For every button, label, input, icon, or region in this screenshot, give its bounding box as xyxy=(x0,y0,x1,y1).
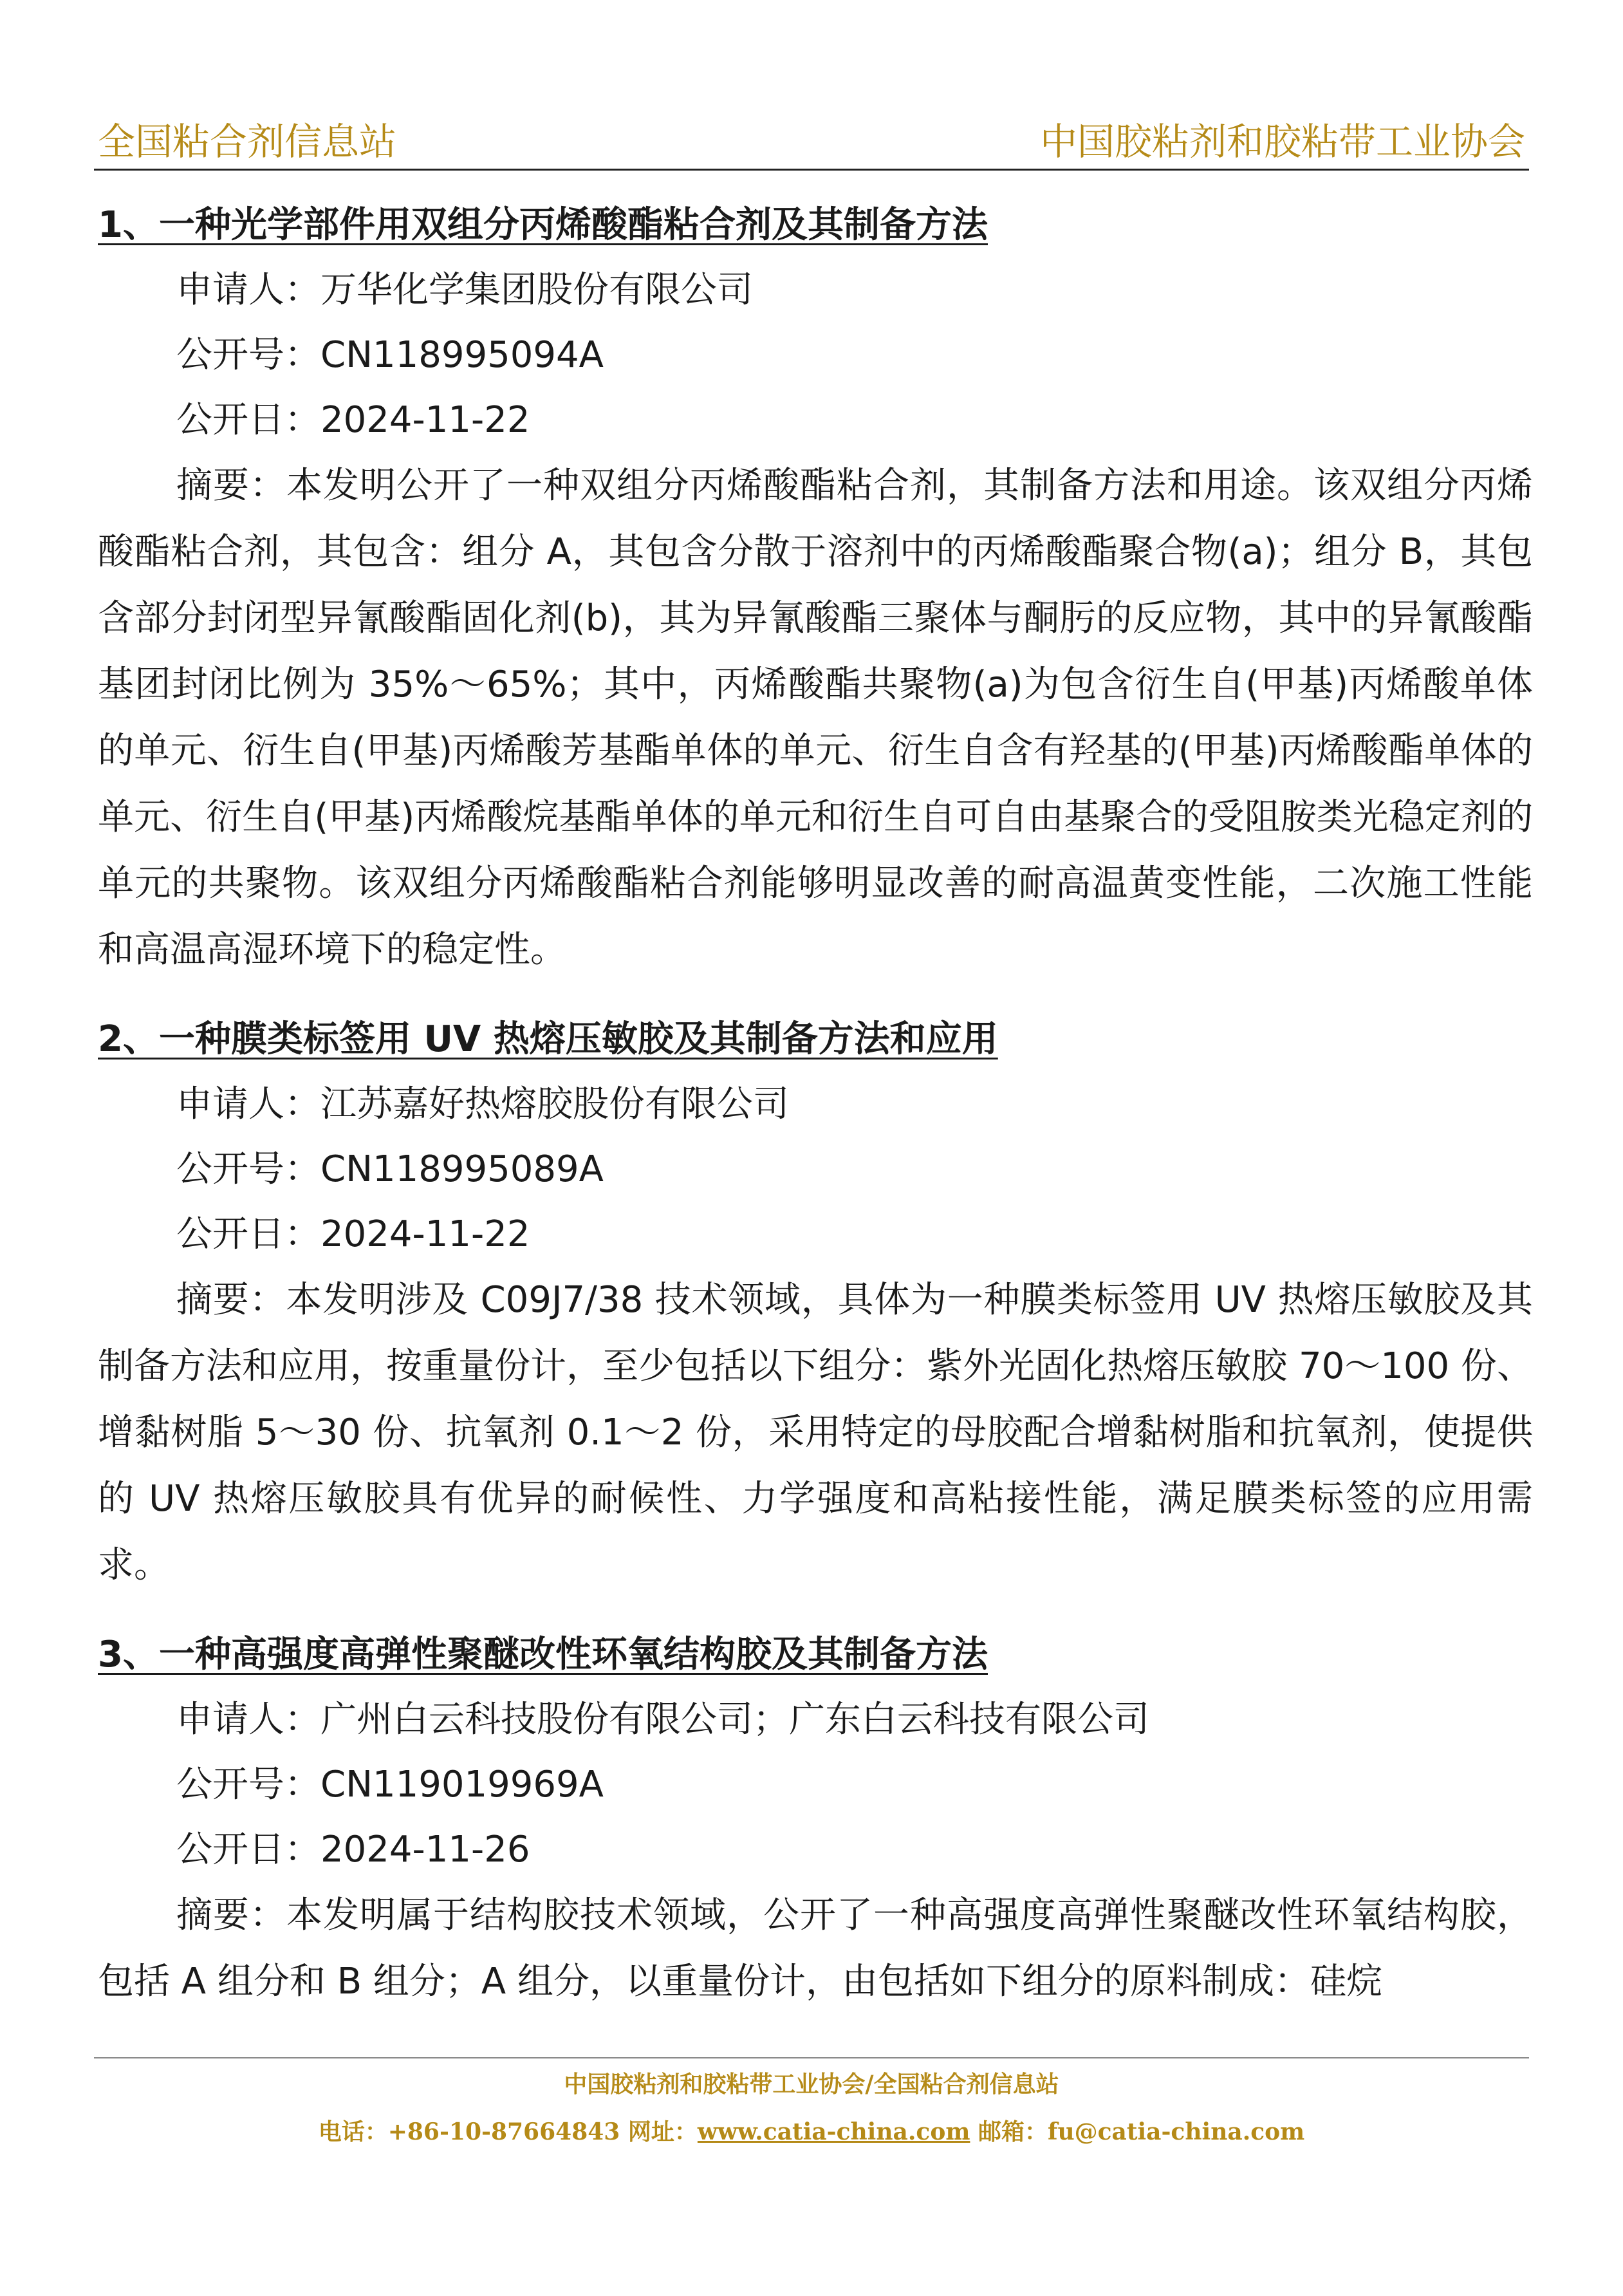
header-association-name: 中国胶粘剂和胶粘带工业协会 xyxy=(1039,120,1525,163)
patent-applicant: 申请人：广州白云科技股份有限公司；广东白云科技有限公司 xyxy=(176,1699,1149,1741)
header-site-name: 全国粘合剂信息站 xyxy=(98,120,397,163)
patent-title: 2、一种膜类标签用 UV 热熔压敏胶及其制备方法和应用 xyxy=(98,1018,998,1060)
patent-title: 1、一种光学部件用双组分丙烯酸酯粘合剂及其制备方法 xyxy=(98,204,988,246)
patent-list xyxy=(98,193,1533,2039)
patent-publication-date: 公开日：2024-11-26 xyxy=(176,1829,530,1871)
patent-publication-date: 公开日：2024-11-22 xyxy=(176,399,530,441)
patent-applicant: 申请人：江苏嘉好热熔胶股份有限公司 xyxy=(176,1083,789,1125)
patent-applicant: 申请人：万华化学集团股份有限公司 xyxy=(176,269,753,311)
patent-publication-date: 公开日：2024-11-22 xyxy=(176,1213,530,1255)
footer-phone: 电话：+86-10-87664843 网址： xyxy=(318,2118,698,2145)
footer-email: 邮箱：fu@catia-china.com xyxy=(970,2118,1305,2145)
patent-abstract: 摘要：本发明公开了一种双组分丙烯酸酯粘合剂，其制备方法和用途。该双组分丙烯酸酯粘合剂，其包含：组分 A，其包含分散于溶剂中的丙烯酸酯聚合物(a)；组分 B，其包含部分封闭型异氰酸酯固化剂(b)，其为异氰酸酯三聚体与酮肟的反应物，其中的异氰酸酯基团封闭比例为 35%～65%；其中，丙烯酸酯共聚物(a)为包含衍生自(甲基)丙烯酸单体的单元、衍生自(甲基)丙烯酸芳基酯单体的单元、衍生自含有羟基的(甲基)丙烯酸酯单体的单元、衍生自(甲基)丙烯酸烷基酯单体的单元和衍生自可自由基聚合的受阻胺类光稳定剂的单元的共聚物。该双组分丙烯酸酯粘合剂能够明显改善的耐高温黄变性能，二次施工性能和高温高湿环境下的稳定性。 xyxy=(98,465,1533,971)
patent-publication-number: 公开号：CN118995089A xyxy=(176,1148,604,1190)
patent-entry-3 xyxy=(98,1623,1533,2015)
patent-publication-number: 公开号：CN118995094A xyxy=(176,334,604,376)
footer-contact xyxy=(0,2113,1623,2151)
patent-entry-2 xyxy=(98,1007,1533,1598)
footer-divider xyxy=(94,2057,1529,2058)
header-divider xyxy=(94,169,1529,171)
patent-abstract: 摘要：本发明涉及 C09J7/38 技术领域，具体为一种膜类标签用 UV 热熔压敏胶及其制备方法和应用，按重量份计，至少包括以下组分：紫外光固化热熔压敏胶 70～100 份、增黏树脂 5～30 份、抗氧剂 0.1～2 份，采用特定的母胶配合增黏树脂和抗氧剂，使提供的 UV 热熔压敏胶具有优异的耐候性、力学强度和高粘接性能，满足膜类标签的应用需求。 xyxy=(98,1279,1533,1586)
patent-title: 3、一种高强度高弹性聚醚改性环氧结构胶及其制备方法 xyxy=(98,1634,988,1675)
patent-publication-number: 公开号：CN119019969A xyxy=(176,1764,604,1806)
footer-website-link[interactable]: www.catia-china.com xyxy=(697,2118,970,2145)
patent-abstract: 摘要：本发明属于结构胶技术领域，公开了一种高强度高弹性聚醚改性环氧结构胶，包括 A 组分和 B 组分；A 组分，以重量份计，由包括如下组分的原料制成：硅烷 xyxy=(98,1894,1533,2002)
footer-organization: 中国胶粘剂和胶粘带工业协会/全国粘合剂信息站 xyxy=(564,2071,1059,2098)
patent-entry-1 xyxy=(98,193,1533,983)
